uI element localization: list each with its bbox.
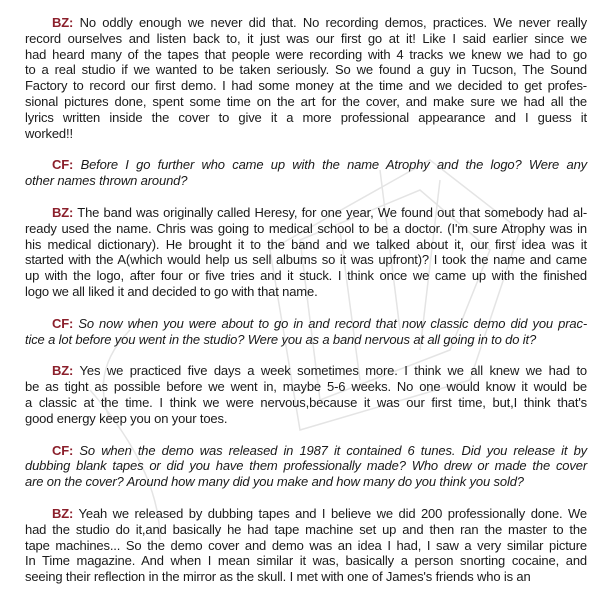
line-text: Yeah we released by dubbing tapes and I believe we did 200 professionally done. We xyxy=(78,505,587,521)
line-text: good energy keep you on your toes. xyxy=(25,410,228,426)
text-line xyxy=(25,62,587,78)
text-line xyxy=(25,363,587,379)
text-line xyxy=(25,569,587,585)
text-line xyxy=(25,379,587,395)
text-line xyxy=(25,522,587,538)
text-line xyxy=(25,237,587,253)
speaker-label: CF: xyxy=(52,315,74,331)
speaker-label: CF: xyxy=(52,442,74,458)
text-line xyxy=(25,15,587,31)
text-line xyxy=(25,553,587,569)
text-line xyxy=(25,538,587,554)
interview-answer xyxy=(25,506,587,585)
text-line xyxy=(25,316,587,332)
line-text: up with the logo, after four or five tries and it stuck. I think once we came up with the finished xyxy=(25,268,587,284)
text-line xyxy=(25,284,587,300)
text-line xyxy=(25,126,587,142)
line-text: sional pictures done, spent some time on the art for the cover, and make sure we had all the xyxy=(25,93,587,109)
line-text: In Time magazine. And when I mean similar it was, basically a person snorting cocaine, and xyxy=(25,553,587,569)
line-text: worked!! xyxy=(25,125,73,141)
line-text: logo we all liked it and decided to go with that name. xyxy=(25,283,318,299)
line-text: seeing their reflection in the mirror as the skull. I met with one of James's friends who is an xyxy=(25,569,531,585)
line-text: a classic at the time. I think we were nervous,because it was our first time, but,I think that's xyxy=(25,394,587,410)
text-line xyxy=(25,474,587,490)
text-line xyxy=(25,411,587,427)
text-line xyxy=(25,443,587,459)
text-line xyxy=(25,78,587,94)
line-text: other names thrown around? xyxy=(25,173,188,189)
text-line xyxy=(25,332,587,348)
text-line xyxy=(25,110,587,126)
text-line xyxy=(25,173,587,189)
text-line xyxy=(25,205,587,221)
interview-answer xyxy=(25,15,587,141)
line-text: record ourselves and listen back to, it just was our first go at it! Like I said earlier since we xyxy=(25,30,587,46)
text-line xyxy=(25,157,587,173)
line-text: are on the cover? Around how many did you make and how many do you think you sold? xyxy=(25,474,524,490)
text-line xyxy=(25,221,587,237)
interview-answer xyxy=(25,363,587,426)
text-line xyxy=(25,506,587,522)
line-text: No oddly enough we never did that. No recording demos, practices. We never really xyxy=(79,15,587,30)
text-line xyxy=(25,458,587,474)
line-text: had the studio do it,and basically he had tape machine set up and then ran the master to the xyxy=(25,521,587,537)
line-text: to a real studio if we wanted to be taken seriously. So we found a guy in Tucson, The Sound xyxy=(25,62,587,78)
interview-answer xyxy=(25,205,587,300)
text-line xyxy=(25,395,587,411)
line-text: had heard many of the tapes that people were recording with 4 tracks we knew we had to go xyxy=(25,46,587,62)
text-line xyxy=(25,47,587,63)
speaker-label: BZ: xyxy=(52,204,74,220)
line-text: dubbing blank tapes or did you have them professionally made? Who drew or made the cover xyxy=(25,458,587,474)
speaker-label: BZ: xyxy=(52,363,74,379)
line-text: his medical dictionary). He brought it to the band and we talked about it, our first idea was it xyxy=(25,236,587,252)
text-line xyxy=(25,31,587,47)
interview-question xyxy=(25,316,587,348)
line-text: ready used the name. Chris was going to medical school to be a doctor. (I'm sure Atrophy was in xyxy=(25,220,587,236)
interview-question xyxy=(25,157,587,189)
interview-text xyxy=(25,15,587,601)
line-text: Yes we practiced five days a week sometimes more. I think we all knew we had to xyxy=(79,363,587,379)
text-line xyxy=(25,252,587,268)
line-text: The band was originally called Heresy, for one year, We found out that somebody had al- xyxy=(77,204,588,220)
line-text: lyrics written inside the cover to give it a more professional appearance and I guess it xyxy=(25,109,587,125)
line-text: So now when you were about to go in and record that now classic demo did you prac- xyxy=(78,315,587,331)
text-line xyxy=(25,94,587,110)
line-text: be as tight as possible before we went in, maybe 5-6 weeks. No one would know it would be xyxy=(25,379,587,395)
line-text: tice a lot before you went in the studio? Were you as a band nervous at all going in to do it? xyxy=(25,331,537,347)
text-line xyxy=(25,268,587,284)
line-text: tape machines... So the demo cover and demo was an idea I had, I saw a very similar picture xyxy=(25,537,587,553)
interview-question xyxy=(25,443,587,490)
line-text: Before I go further who came up with the name Atrophy and the logo? Were any xyxy=(80,157,587,173)
speaker-label: BZ: xyxy=(52,505,74,521)
line-text: started with the A(which would help us sell albums so it was upfront)? I took the name and came xyxy=(25,252,587,268)
speaker-label: BZ: xyxy=(52,15,74,30)
speaker-label: CF: xyxy=(52,157,74,173)
line-text: Factory to record our first demo. I had some money at the time and we decided to get profes- xyxy=(25,78,587,94)
line-text: So when the demo was released in 1987 it contained 6 tunes. Did you release it by xyxy=(79,442,587,458)
